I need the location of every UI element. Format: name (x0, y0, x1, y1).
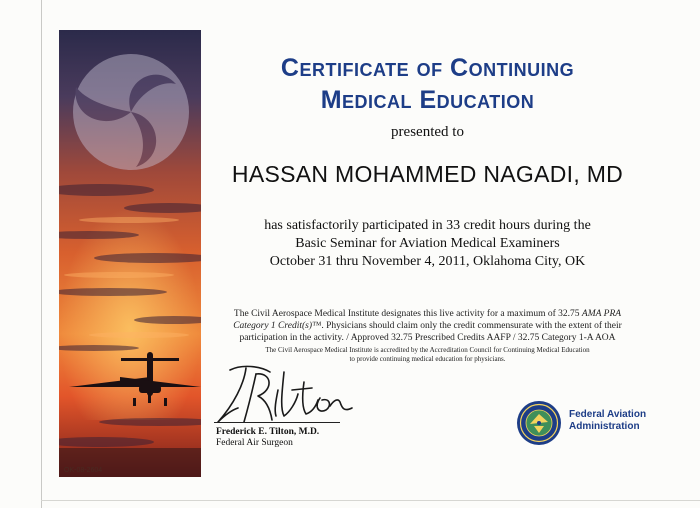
participation-statement: has satisfactorily participated in 33 credit hours during the (264, 218, 591, 233)
designation-claim-text: . Physicians should claim only the credit commensurate with the extent of their (321, 321, 622, 331)
designation-category-credit: Category 1 Credit(s)™ (233, 321, 322, 331)
sunset-illustration (59, 30, 201, 477)
faa-name-line1: Federal Aviation (569, 409, 647, 420)
certificate-title-line1: Certificate of Continuing (280, 54, 575, 82)
page-left-edge (41, 0, 42, 508)
seminar-dates-location: October 31 thru November 4, 2011, Oklahoma City, OK (269, 254, 586, 269)
designation-line3: participation in the activity. / Approved 32.75 Prescribed Credits AAFP / 32.75 Category 1-A AOA (239, 333, 616, 343)
page-bottom-edge (41, 500, 700, 501)
designation-text: The Civil Aerospace Medical Institute designates this live activity for a maximum of 32.75 (233, 309, 582, 319)
swirl-emblem (73, 54, 189, 170)
designation-line2 (205, 321, 650, 333)
faa-name-line2: Administration (569, 421, 640, 432)
form-code: OK-08-2604 (64, 467, 103, 474)
seminar-name: Basic Seminar for Aviation Medical Examiners (295, 236, 560, 251)
signer-name: Frederick E. Tilton, M.D. (216, 427, 320, 437)
faa-seal-icon (516, 400, 562, 446)
signature-line (214, 422, 340, 423)
accreditation-line2: to provide continuing medical education for physicians. (349, 355, 506, 363)
accreditation-line1: The Civil Aerospace Medical Institute is accredited by the Accreditation Council for Continuing Medical Education (265, 346, 590, 354)
signer-title: Federal Air Surgeon (216, 438, 293, 448)
designation-line1 (205, 309, 650, 321)
presented-to-label: presented to (391, 124, 464, 140)
sunset-aircraft-panel (59, 30, 201, 477)
designation-ama-pra: AMA PRA (581, 309, 622, 319)
certificate-title-line2: Medical Education (320, 86, 535, 114)
recipient-name: HASSAN MOHAMMED NAGADI, MD (231, 161, 624, 187)
